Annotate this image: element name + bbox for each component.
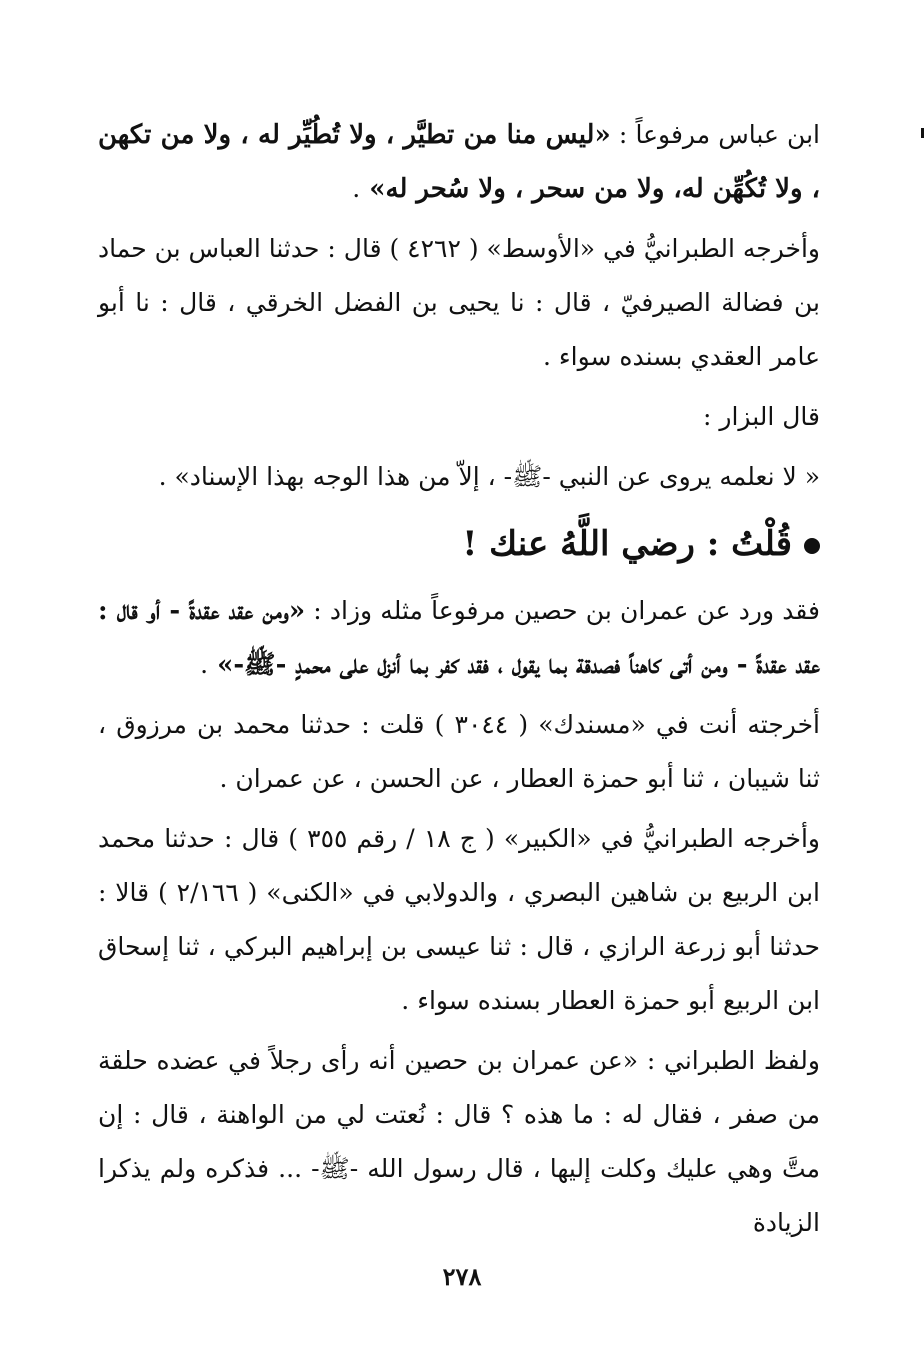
hadith-quote: «ومن عقد عقدةً - أو قال : عقد عقدةً - ومن أتى كاهناً فصدقة بما يقول ، فقد كفر بما أنزل على محمدٍ -ﷺ-» [98,596,820,680]
page-body [98,108,820,1256]
heading-text: قُلْتُ : رضي اللَّهُ عنك ! [462,524,792,564]
page-number: ٢٧٨ [442,1262,482,1291]
bullet-icon [804,538,820,554]
hadith-quote: «ليس منا من تطيَّر ، ولا تُطُيِّر له ، ولا من تكهن ، ولا تُكُهِّن له، ولا من سحر ، ولا سُحر له» [98,120,820,204]
paragraph-musnad: أخرجته أنت في «مسندك» ( ٣٠٤٤ ) قلت : حدثنا محمد بن مرزوق ، ثنا شيبان ، ثنا أبو حمزة العطار ، عن الحسن ، عن عمران . [98,710,820,793]
paragraph-tabarani-kabir: وأخرجه الطبرانيُّ في «الكبير» ( ج ١٨ / رقم ٣٥٥ ) قال : حدثنا محمد ابن الربيع بن شاهين البصري ، والدولابي في «الكنى» ( ٢/١٦٦ ) قالا : حدثنا أبو زرعة الرازي ، قال : ثنا عيسى بن إبراهيم البركي ، ثنا إسحاق ابن الربيع أبو حمزة العطار بسنده سواء . [98,824,820,1015]
paragraph-tail: . [352,174,361,203]
section-heading [98,510,820,578]
paragraph-tabarani-awsat: وأخرجه الطبرانيُّ في «الأوسط» ( ٤٢٦٢ ) قال : حدثنا العباس بن حماد بن فضالة الصيرفيّ ، قال : نا يحيى بن الفضل الخرقي ، قال : نا أبو عامر العقدي بسنده سواء . [97,234,820,371]
paragraph-ibn-abbas-hadith [98,108,820,216]
paragraph-tail: . [200,650,209,679]
paragraph-tabarani-wording: ولفظ الطبراني : «عن عمران بن حصين أنه رأى رجلاً في عضده حلقة من صفر ، فقال له : ما هذه ؟ قال : نُعتت لي من الواهنة ، قال : إن متَّ وهي عليك وكلت إليها ، قال رسول الله -ﷺ- ... فذكره ولم يذكرا الزيادة [98,1046,820,1237]
paragraph-bazzar-quote: « لا نعلمه يروى عن النبي -ﷺ- ، إلاّ من هذا الوجه بهذا الإسناد» . [158,462,820,491]
paragraph-lead: ابن عباس مرفوعاً : [610,120,820,149]
paragraph-imran-hadith [98,584,820,692]
paragraph-lead: فقد ورد عن عمران بن حصين مرفوعاً مثله وزاد : [305,596,820,625]
paragraph-bazzar-label: قال البزار : [703,402,820,431]
